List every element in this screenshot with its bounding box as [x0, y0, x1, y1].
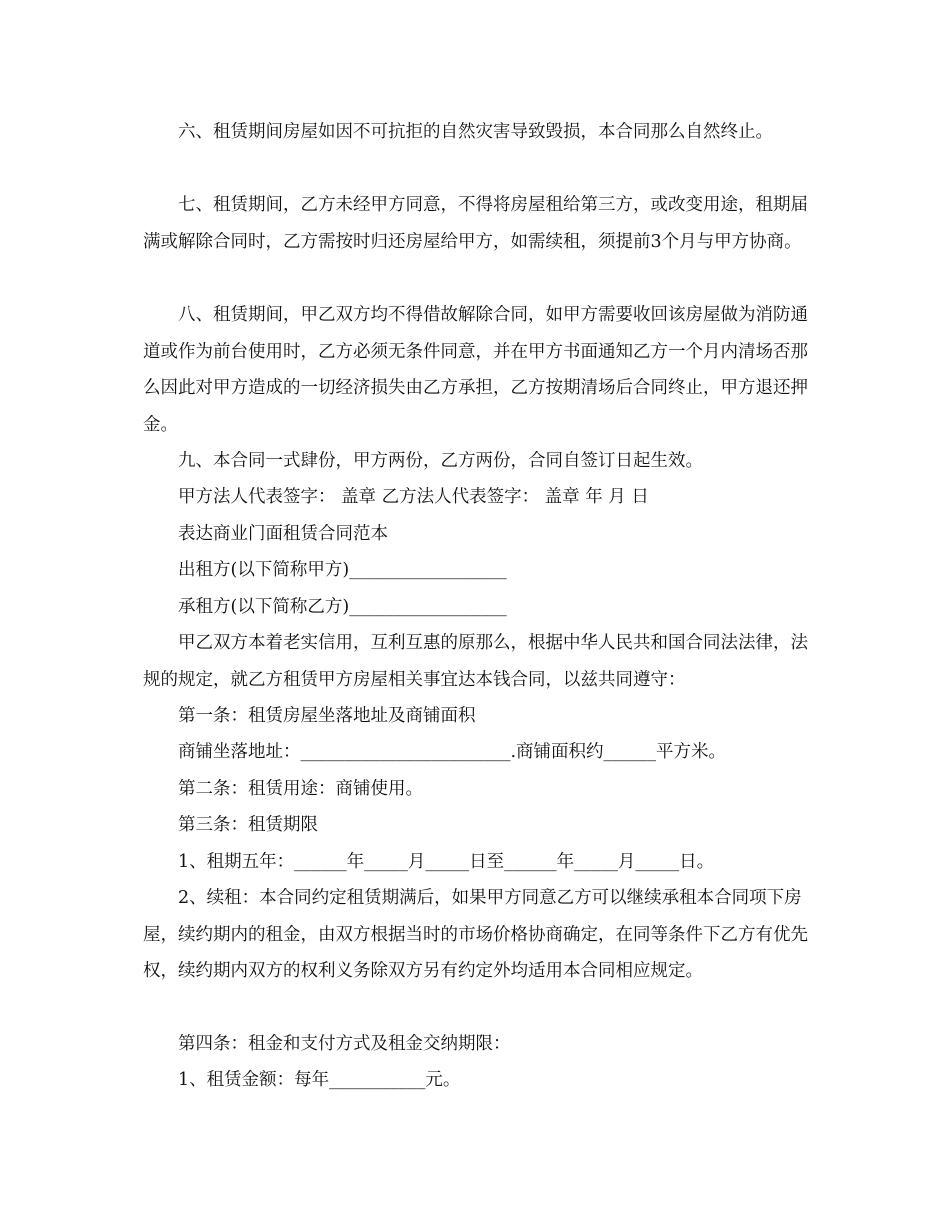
- clause-nine: 九、本合同一式肆份，甲方两份，乙方两份，合同自签订日起生效。: [178, 451, 703, 471]
- section-title: 表达商业门面租赁合同范本: [178, 524, 388, 544]
- article-four-title: 第四条：租金和支付方式及租金交纳期限：: [178, 1034, 511, 1054]
- article-four-amount: 1、租赁金额：每年___________元。: [178, 1070, 461, 1090]
- article-three-title: 第三条：租赁期限: [178, 815, 318, 835]
- clause-eight: 八、租赁期间，甲乙双方均不得借故解除合同，如甲方需要收回该房屋做为消防通道或作为前台使用时，乙方必须无条件同意，并在甲方书面通知乙方一个月内清场否那么因此对甲方造成的一切经济损失由乙方承担，乙方按期清场后合同终止，甲方退还押金。: [143, 305, 808, 435]
- lessee-line: 承租方(以下简称乙方)__________________: [178, 597, 507, 617]
- article-three-term: 1、租期五年：______年_____月_____日至______年_____月_____日。: [178, 852, 715, 872]
- intro-paragraph: 甲乙双方本着老实信用，互利互惠的原那么，根据中华人民共和国合同法法律，法规的规定，就乙方租赁甲方房屋相关事宜达本钱合同，以兹共同遵守：: [143, 633, 808, 690]
- signature-line: 甲方法人代表签字： 盖章 乙方法人代表签字： 盖章 年 月 日: [178, 487, 649, 507]
- clause-seven: 七、租赁期间，乙方未经甲方同意，不得将房屋租给第三方，或改变用途，租期届满或解除合同时，乙方需按时归还房屋给甲方，如需续租，须提前3个月与甲方协商。: [143, 195, 808, 252]
- article-two: 第二条：租赁用途：商铺使用。: [178, 779, 423, 799]
- article-three-renewal: 2、续租：本合同约定租赁期满后，如果甲方同意乙方可以继续承租本合同项下房屋，续约期内的租金，由双方根据当时的市场价格协商确定，在同等条件下乙方有优先权，续约期内双方的权利义务除双方另有约定外均适用本合同相应规定。: [143, 888, 808, 981]
- article-one-title: 第一条：租赁房屋坐落地址及商铺面积: [178, 706, 476, 726]
- clause-six: 六、租赁期间房屋如因不可抗拒的自然灾害导致毁损，本合同那么自然终止。: [178, 122, 773, 142]
- lessor-line: 出租方(以下简称甲方)__________________: [178, 560, 507, 580]
- article-one-address: 商铺坐落地址：________________________.商铺面积约______平方米。: [178, 742, 727, 762]
